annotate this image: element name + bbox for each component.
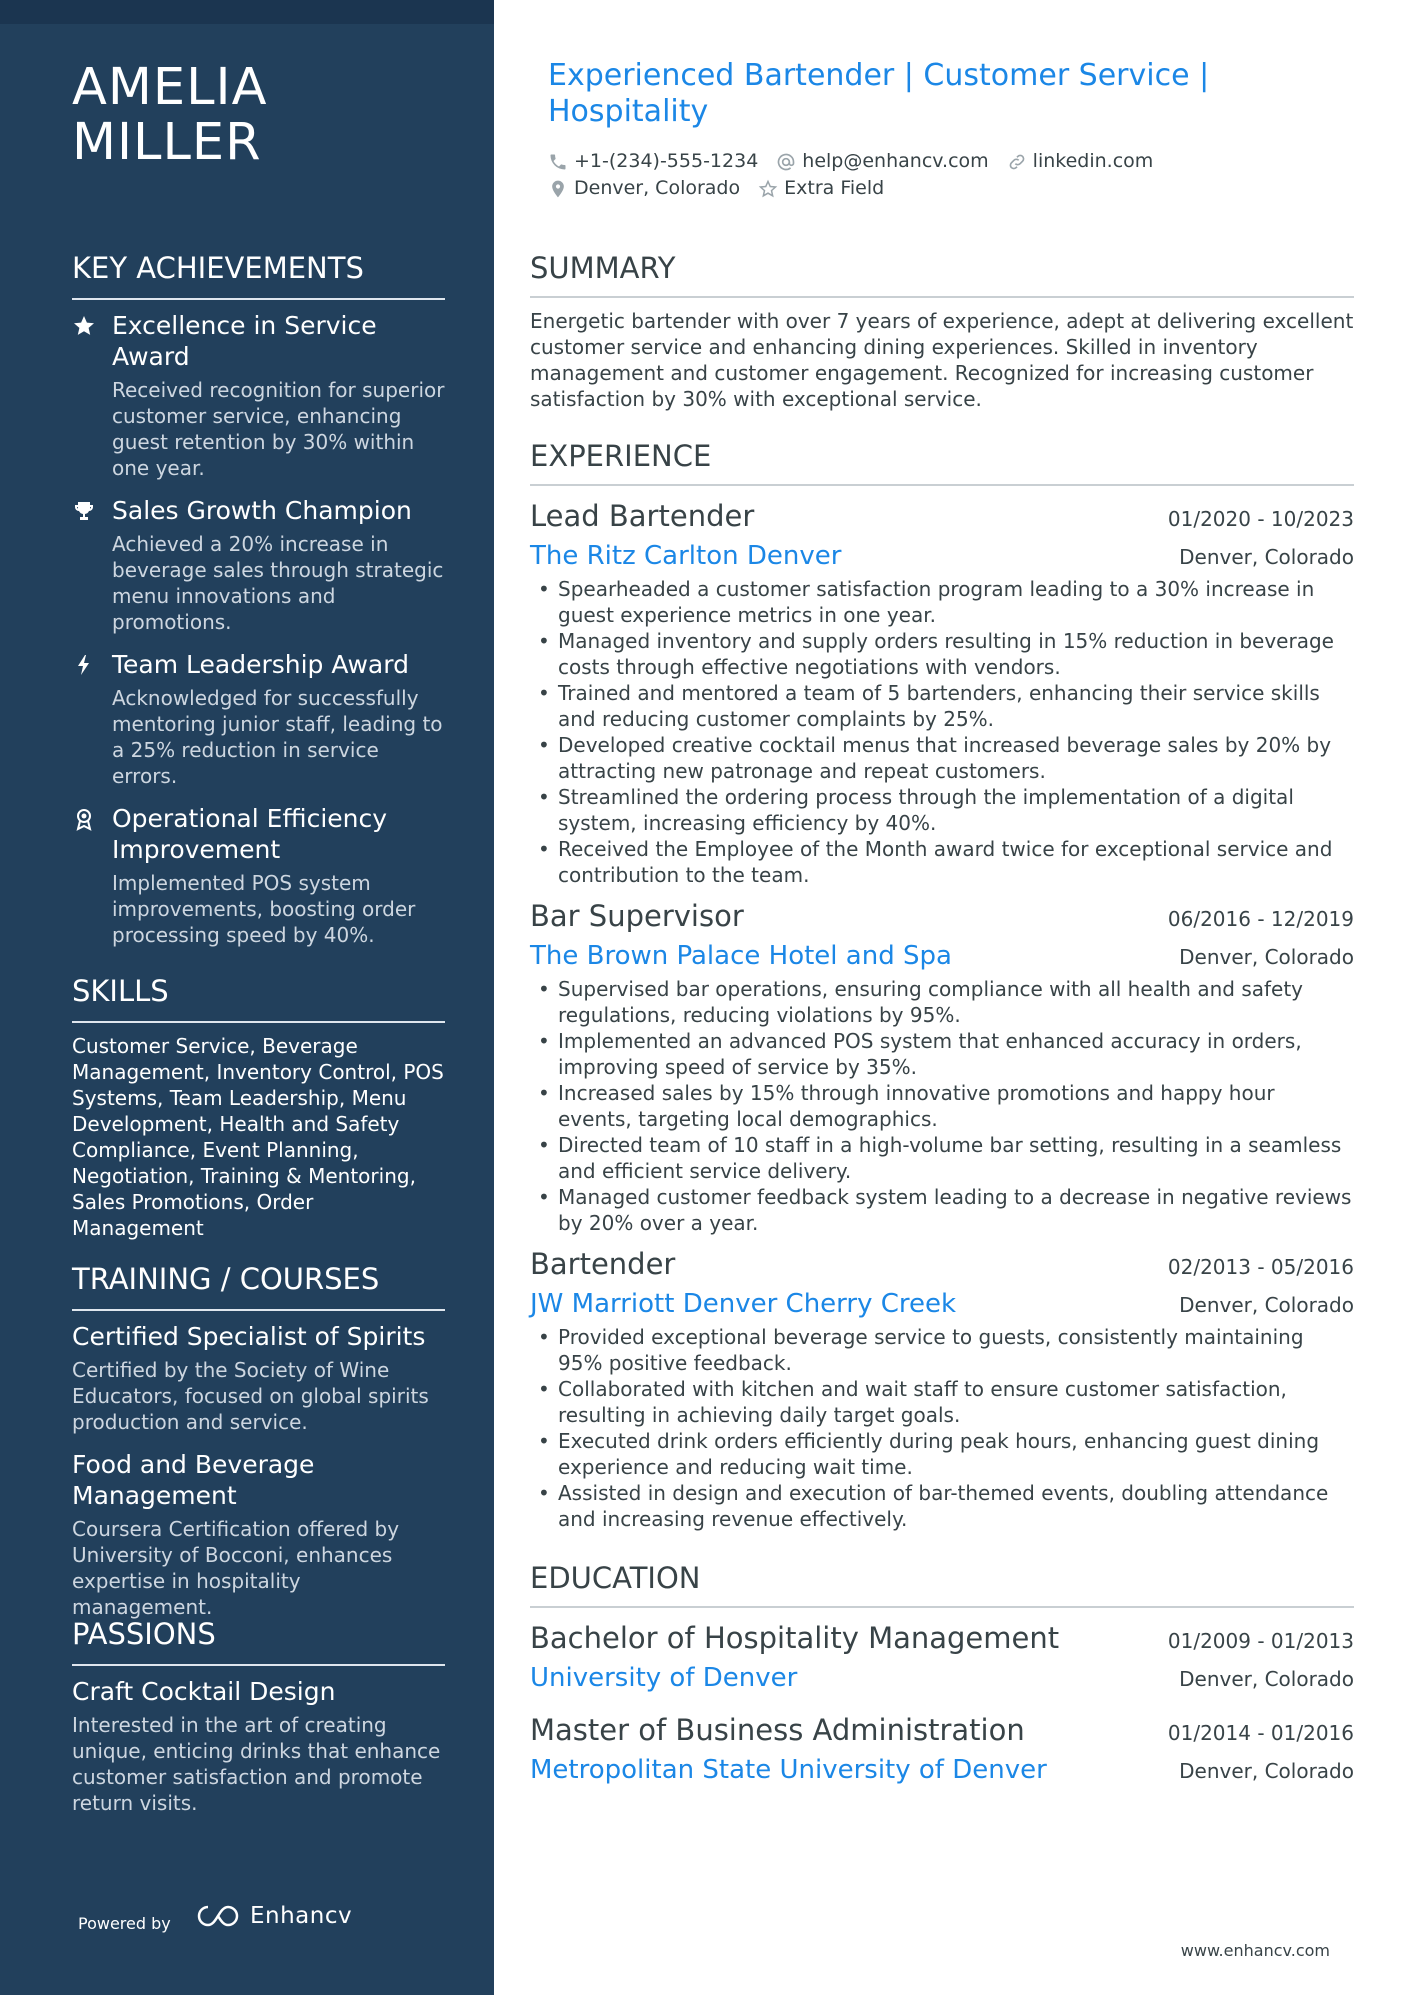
contact-info <box>548 148 1308 202</box>
education-section <box>530 1560 1354 1802</box>
job-bullets <box>530 1324 1354 1532</box>
job-subheader <box>530 1284 1354 1324</box>
job-bullet: • Directed team of 10 staff in a high-volume bar setting, resulting in a seamless and efficient service delivery. <box>530 1132 1354 1184</box>
job-header <box>530 1244 1354 1284</box>
star-outline-icon <box>758 179 778 199</box>
education-header <box>530 1618 1354 1658</box>
job-location: Denver, Colorado <box>1179 1293 1354 1317</box>
lightning-icon <box>72 653 96 677</box>
passions-heading: PASSIONS <box>72 1616 445 1666</box>
education-dates: 01/2014 - 01/2016 <box>1167 1721 1354 1745</box>
brand-logo[interactable] <box>196 1903 352 1929</box>
course-desc: Certified by the Society of Wine Educators, focused on global spirits production and service. <box>72 1358 429 1434</box>
education-location: Denver, Colorado <box>1179 1667 1354 1691</box>
job-bullet: • Streamlined the ordering process through the implementation of a digital system, increasing efficiency by 40%. <box>530 784 1354 836</box>
course-item <box>72 1449 445 1620</box>
job-company: JW Marriott Denver Cherry Creek <box>530 1289 957 1319</box>
job-bullet: • Assisted in design and execution of bar-themed events, doubling attendance and increasing revenue effectively. <box>530 1480 1354 1532</box>
contact-linkedin[interactable] <box>1007 148 1154 175</box>
job-header <box>530 496 1354 536</box>
education-header <box>530 1710 1354 1750</box>
achievements-heading: KEY ACHIEVEMENTS <box>72 250 445 300</box>
school-name: Metropolitan State University of Denver <box>530 1755 1047 1785</box>
job-bullet: • Provided exceptional beverage service to guests, consistently maintaining 95% positive feedback. <box>530 1324 1354 1376</box>
job-bullet: • Spearheaded a customer satisfaction program leading to a 30% increase in guest experience metrics in one year. <box>530 576 1354 628</box>
education-entry <box>530 1710 1354 1790</box>
achievement-title: Sales Growth Champion <box>112 496 412 525</box>
achievement-desc: Received recognition for superior customer service, enhancing guest retention by 30% within one year. <box>112 378 445 480</box>
job-bullet: • Executed drink orders efficiently during peak hours, enhancing guest dining experience and reducing wait time. <box>530 1428 1354 1480</box>
job-title: Lead Bartender <box>530 499 755 533</box>
passion-title: Craft Cocktail Design <box>72 1677 336 1706</box>
education-subheader <box>530 1750 1354 1790</box>
achievement-desc: Implemented POS system improvements, boosting order processing speed by 40%. <box>112 871 416 947</box>
job-company: The Ritz Carlton Denver <box>530 541 842 571</box>
job-company: The Brown Palace Hotel and Spa <box>530 941 952 971</box>
achievement-title: Team Leadership Award <box>112 650 409 679</box>
job-bullet: • Increased sales by 15% through innovative promotions and happy hour events, targeting local demographics. <box>530 1080 1354 1132</box>
at-icon <box>776 152 796 172</box>
contact-location <box>548 175 740 202</box>
job-entry <box>530 896 1354 1236</box>
sidebar <box>0 0 494 1995</box>
experience-section <box>530 438 1354 1540</box>
job-bullet: • Managed inventory and supply orders resulting in 15% reduction in beverage costs through effective negotiations with vendors. <box>530 628 1354 680</box>
location-pin-icon <box>548 179 568 199</box>
email-text: help@enhancv.com <box>802 150 989 172</box>
passion-item <box>72 1676 445 1816</box>
job-subheader <box>530 536 1354 576</box>
enhancv-logo-icon <box>196 1903 240 1929</box>
achievements-section <box>72 250 445 962</box>
summary-text: Energetic bartender with over 7 years of experience, adept at delivering excellent customer service and enhancing dining experiences. Skilled in inventory management and customer engagement. Recognized for increasing customer satisfaction by 30% with exceptional service. <box>530 309 1354 411</box>
job-dates: 06/2016 - 12/2019 <box>1167 907 1354 931</box>
achievement-item <box>72 310 445 481</box>
degree-title: Master of Business Administration <box>530 1713 1025 1747</box>
location-text: Denver, Colorado <box>574 177 741 199</box>
achievement-item <box>72 649 445 789</box>
achievement-desc: Acknowledged for successfully mentoring junior staff, leading to a 25% reduction in service errors. <box>112 686 443 788</box>
star-icon <box>72 314 96 338</box>
job-dates: 01/2020 - 10/2023 <box>1167 507 1354 531</box>
contact-extra <box>758 175 884 202</box>
job-bullet: • Received the Employee of the Month award twice for exceptional service and contribution to the team. <box>530 836 1354 888</box>
job-bullets <box>530 576 1354 888</box>
experience-heading: EXPERIENCE <box>530 438 1354 486</box>
skills-section <box>72 973 445 1241</box>
job-bullet: • Supervised bar operations, ensuring compliance with all health and safety regulations, reducing violations by 95%. <box>530 976 1354 1028</box>
link-icon <box>1007 152 1027 172</box>
job-dates: 02/2013 - 05/2016 <box>1167 1255 1354 1279</box>
education-dates: 01/2009 - 01/2013 <box>1167 1629 1354 1653</box>
brand-name: Enhancv <box>250 1903 353 1929</box>
training-heading: TRAINING / COURSES <box>72 1261 445 1311</box>
job-bullet: • Developed creative cocktail menus that increased beverage sales by 20% by attracting new patronage and repeat customers. <box>530 732 1354 784</box>
contact-phone[interactable] <box>548 148 758 175</box>
job-bullet: • Collaborated with kitchen and wait staff to ensure customer satisfaction, resulting in achieving daily target goals. <box>530 1376 1354 1428</box>
education-entry <box>530 1618 1354 1698</box>
skills-heading: SKILLS <box>72 973 445 1023</box>
phone-icon <box>548 152 568 172</box>
job-title: Bartender <box>530 1247 676 1281</box>
medal-icon <box>72 807 96 831</box>
job-header <box>530 896 1354 936</box>
contact-row <box>548 175 1308 202</box>
skills-list: Customer Service, Beverage Management, Inventory Control, POS Systems, Team Leadership, Menu Development, Health and Safety Compliance, Event Planning, Negotiation, Training & Mentoring, Sales Promotions, Order Management <box>72 1034 444 1240</box>
summary-section <box>530 250 1354 412</box>
achievement-title: Excellence in Service Award <box>112 311 377 371</box>
footer-url[interactable]: www.enhancv.com <box>1180 1941 1330 1960</box>
headline: Experienced Bartender | Customer Service | Hospitality <box>548 58 1210 129</box>
job-title: Bar Supervisor <box>530 899 744 933</box>
job-bullets <box>530 976 1354 1236</box>
job-entry <box>530 496 1354 888</box>
achievement-title: Operational Efficiency Improvement <box>112 804 388 864</box>
achievement-item <box>72 803 445 948</box>
job-location: Denver, Colorado <box>1179 945 1354 969</box>
job-bullet: • Managed customer feedback system leading to a decrease in negative reviews by 20% over a year. <box>530 1184 1354 1236</box>
contact-row <box>548 148 1308 175</box>
summary-heading: SUMMARY <box>530 250 1354 298</box>
passion-desc: Interested in the art of creating unique, enticing drinks that enhance customer satisfaction and promote return visits. <box>72 1713 441 1815</box>
contact-email[interactable] <box>776 148 988 175</box>
school-name: University of Denver <box>530 1663 798 1693</box>
training-section <box>72 1261 445 1634</box>
job-subheader <box>530 936 1354 976</box>
trophy-icon <box>72 499 96 523</box>
course-desc: Coursera Certification offered by University of Bocconi, enhances expertise in hospitality management. <box>72 1517 400 1619</box>
achievement-item <box>72 495 445 635</box>
passions-section <box>72 1616 445 1830</box>
linkedin-text: linkedin.com <box>1032 150 1154 172</box>
education-subheader <box>530 1658 1354 1698</box>
sidebar-top-bar <box>0 0 494 24</box>
candidate-name: AMELIA MILLER <box>72 58 268 172</box>
course-title: Food and Beverage Management <box>72 1450 315 1510</box>
job-bullet: • Implemented an advanced POS system that enhanced accuracy in orders, improving speed of service by 35%. <box>530 1028 1354 1080</box>
powered-by-label: Powered by <box>78 1914 171 1933</box>
job-location: Denver, Colorado <box>1179 545 1354 569</box>
degree-title: Bachelor of Hospitality Management <box>530 1621 1060 1655</box>
job-bullet: • Trained and mentored a team of 5 bartenders, enhancing their service skills and reducing customer complaints by 25%. <box>530 680 1354 732</box>
extra-field-text: Extra Field <box>784 177 885 199</box>
phone-text: +1-(234)-555-1234 <box>574 150 759 172</box>
course-title: Certified Specialist of Spirits <box>72 1322 426 1351</box>
education-location: Denver, Colorado <box>1179 1759 1354 1783</box>
education-heading: EDUCATION <box>530 1560 1354 1608</box>
job-entry <box>530 1244 1354 1532</box>
course-item <box>72 1321 445 1435</box>
achievement-desc: Achieved a 20% increase in beverage sales through strategic menu innovations and promotions. <box>112 532 444 634</box>
